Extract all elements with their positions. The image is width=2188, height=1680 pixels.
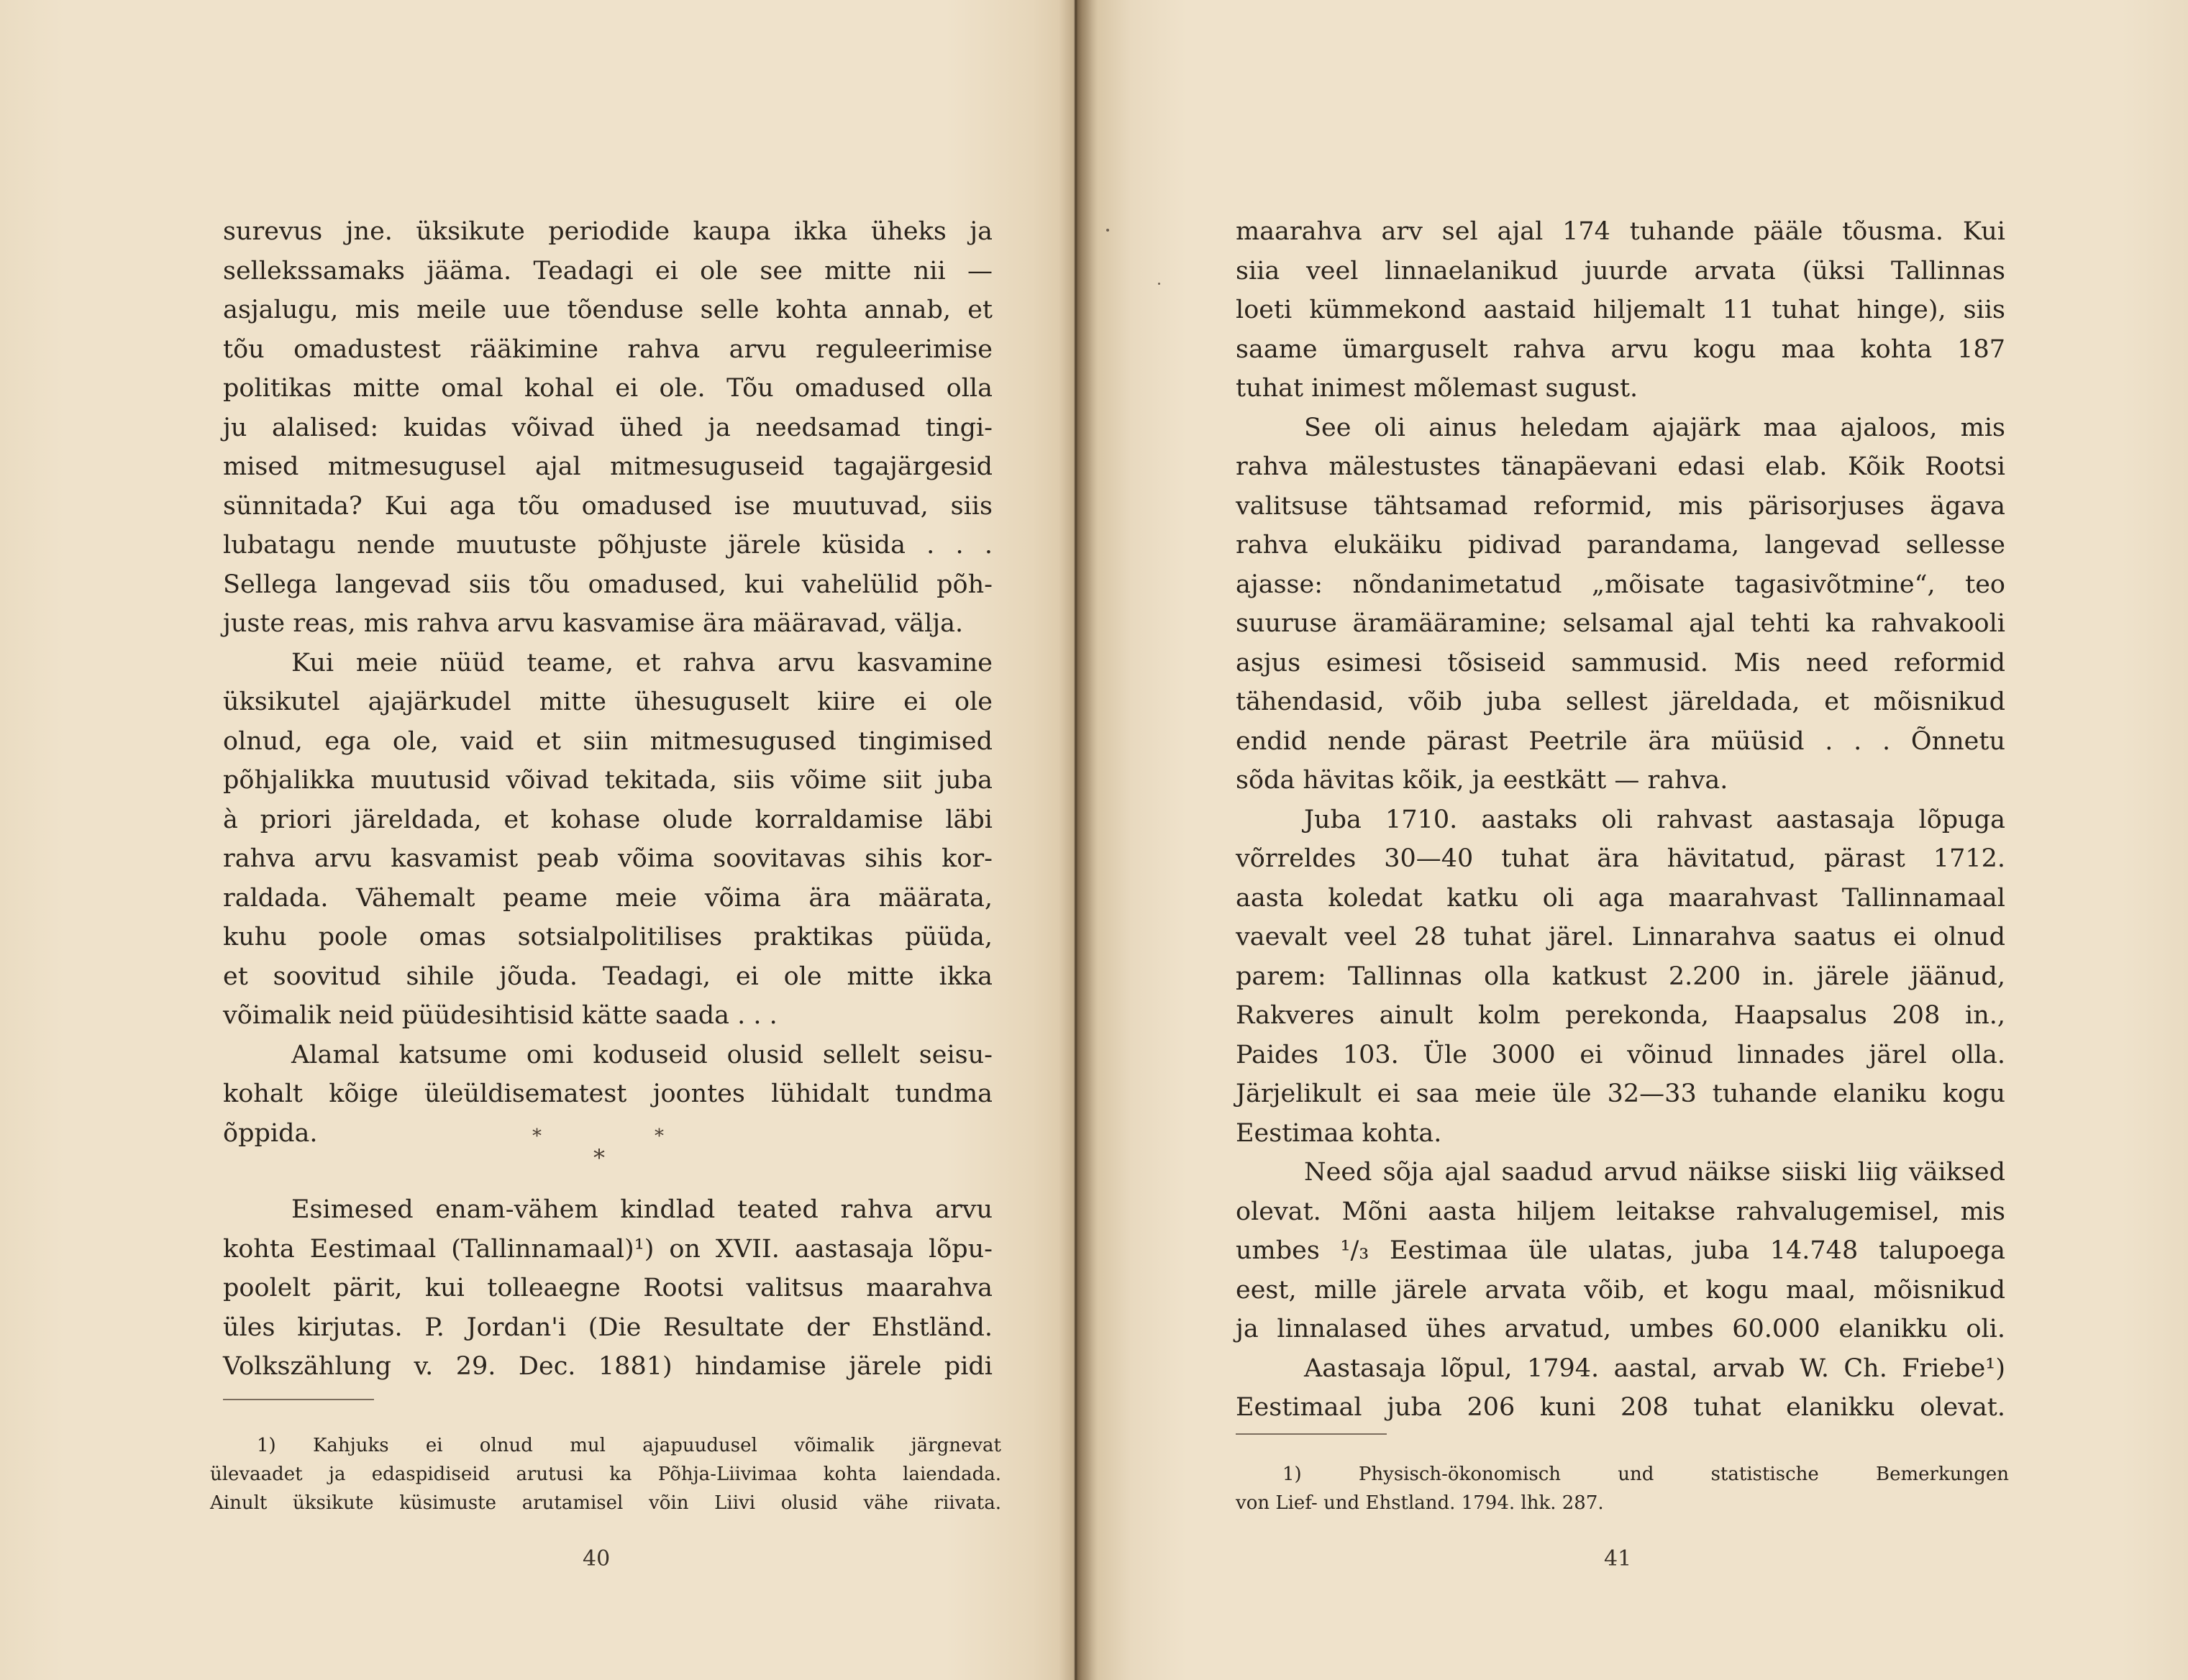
text-line: et soovitud sihile jõuda. Teadagi, ei ole mitte ikka: [223, 962, 993, 991]
text-line: Sellega langevad siis tõu omadused, kui vahelülid põh-: [223, 570, 993, 599]
text-line: siia veel linnaelanikud juurde arvata (üksi Tallinnas: [1236, 256, 2005, 286]
text-line: Juba 1710. aastaks oli rahvast aastasaja lõpuga: [1304, 805, 2005, 834]
text-line: vaevalt veel 28 tuhat järel. Linnarahva saatus ei olnud: [1236, 923, 2005, 951]
text-line: võrreldes 30—40 tuhat ära hävitatud, pärast 1712.: [1236, 844, 2005, 873]
text-line: loeti kümmekond aastaid hiljemalt 11 tuhat hinge), siis: [1236, 296, 2005, 324]
left-page: [0, 0, 1075, 1680]
text-line: aasta koledat katku oli aga maarahvast Tallinnamaal: [1236, 883, 2005, 913]
paper-speck: [1158, 283, 1160, 285]
footnote-line: ülevaadet ja edaspidiseid arutusi ka Põhja-Liivimaa kohta laiendada.: [210, 1464, 1001, 1485]
text-line: poolelt pärit, kui tolleaegne Rootsi valitsus maarahva: [223, 1274, 993, 1302]
asterism-divider: [518, 1126, 690, 1176]
text-line: Need sõja ajal saadud arvud näikse siiski liig väiksed: [1304, 1158, 2005, 1187]
text-line: Esimesed enam-vähem kindlad teated rahva arvu: [291, 1195, 993, 1224]
text-line: Paides 103. Üle 3000 ei võinud linnades järel olla.: [1236, 1040, 2005, 1069]
text-line: parem: Tallinnas olla katkust 2.200 in. järele jäänud,: [1236, 962, 2005, 991]
footnote-line: 1) Physisch-ökonomisch und statistische Bemerkungen: [1282, 1464, 2009, 1485]
text-line: juste reas, mis rahva arvu kasvamise ära määravad, välja.: [223, 609, 964, 638]
left-paragraph-4: [223, 1190, 993, 1387]
footnote-rule: [223, 1399, 374, 1400]
asterisk: *: [655, 1126, 664, 1147]
text-line: suuruse äramääramine; selsamal ajal tehti ka rahvakooli: [1236, 609, 2005, 638]
text-line: tuhat inimest mõlemast sugust.: [1236, 374, 1638, 403]
text-line: põhjalikka muutusid võivad tekitada, siis võime siit juba: [223, 766, 993, 795]
asterisk: *: [532, 1126, 542, 1147]
text-line: Aastasaja lõpul, 1794. aastal, arvab W. Ch. Friebe¹): [1304, 1353, 2005, 1383]
text-line: Eestimaa kohta.: [1236, 1118, 1442, 1148]
footnote-rule: [1236, 1433, 1387, 1435]
text-line: lubatagu nende muutuste põhjuste järele küsida . . .: [223, 531, 993, 560]
text-line: à priori järeldada, et kohase olude korraldamise läbi: [223, 805, 993, 834]
text-line: sõda hävitas kõik, ja eestkätt — rahva.: [1236, 766, 1728, 795]
text-line: saame ümarguselt rahva arvu kogu maa kohta 187: [1236, 334, 2005, 364]
text-line: eest, mille järele arvata võib, et kogu maal, mõisnikud: [1236, 1275, 2005, 1305]
page-number-left: 40: [583, 1546, 611, 1571]
right-footnote: [1236, 1460, 2009, 1517]
text-line: rahva arvu kasvamist peab võima soovitavas sihis kor-: [223, 844, 993, 873]
text-line: endid nende pärast Peetrile ära müüsid . . . Õnnetu: [1236, 726, 2005, 756]
text-line: üles kirjutas. P. Jordan'i (Die Resultate der Ehstländ.: [223, 1312, 993, 1342]
text-line: olnud, ega ole, vaid et siin mitmesugused tingimised: [223, 726, 993, 756]
text-line: ja linnalased ühes arvatud, umbes 60.000 elanikku oli.: [1236, 1315, 2005, 1343]
text-line: Volkszählung v. 29. Dec. 1881) hindamise järele pidi: [223, 1352, 993, 1381]
footnote-line: Ainult üksikute küsimuste arutamisel võin Liivi olusid vähe riivata.: [210, 1492, 1001, 1514]
text-line: mised mitmesugusel ajal mitmesuguseid tagajärgesid: [223, 452, 993, 481]
text-line: tõu omadustest rääkimine rahva arvu reguleerimise: [223, 334, 993, 364]
text-line: rahva mälestustes tänapäevani edasi elab. Kõik Rootsi: [1236, 452, 2005, 481]
text-line: rahva elukäiku pidivad parandama, langevad sellesse: [1236, 531, 2005, 560]
right-paragraphs: [1236, 212, 2005, 1428]
book-gutter: [1059, 0, 1092, 1680]
page-number-right: 41: [1604, 1546, 1632, 1571]
text-line: Kui meie nüüd teame, et rahva arvu kasvamine: [291, 648, 993, 677]
text-line: kohta Eestimaal (Tallinnamaal)¹) on XVII. aastasaja lõpu-: [223, 1234, 993, 1264]
left-footnote: [210, 1431, 1001, 1517]
text-line: asjus esimesi tõsiseid sammusid. Mis need reformid: [1236, 648, 2005, 677]
text-line: Järjelikult ei saa meie üle 32—33 tuhande elaniku kogu: [1236, 1079, 2005, 1108]
text-line: kuhu poole omas sotsialpolitilises praktikas püüda,: [223, 923, 993, 951]
text-line: olevat. Mõni aasta hiljem leitakse rahvalugemisel, mis: [1236, 1197, 2005, 1226]
text-line: sellekssamaks jääma. Teadagi ei ole see mitte nii —: [223, 256, 993, 286]
text-line: ajasse: nõndanimetatud „mõisate tagasivõtmine“, teo: [1236, 570, 2005, 599]
footnote-line: 1) Kahjuks ei olnud mul ajapuudusel võimalik järgnevat: [257, 1435, 1001, 1456]
text-line: võimalik neid püüdesihtisid kätte saada . . .: [223, 1001, 778, 1030]
text-line: surevus jne. üksikute periodide kaupa ikka üheks ja: [223, 217, 993, 246]
text-line: politikas mitte omal kohal ei ole. Tõu omadused olla: [223, 374, 993, 403]
text-line: sünnitada? Kui aga tõu omadused ise muutuvad, siis: [223, 491, 993, 521]
text-line: umbes ¹/₃ Eestimaa üle ulatas, juba 14.748 talupoega: [1236, 1236, 2005, 1265]
left-paragraphs-1-3: [223, 212, 993, 1153]
text-line: tähendasid, võib juba sellest järeldada, et mõisnikud: [1236, 688, 2005, 716]
text-line: See oli ainus heledam ajajärk maa ajaloos, mis: [1304, 413, 2005, 442]
text-line: kohalt kõige üleüldisematest joontes lühidalt tundma: [223, 1079, 993, 1108]
text-line: Rakveres ainult kolm perekonda, Haapsalus 208 in.,: [1236, 1001, 2005, 1030]
text-line: õppida.: [223, 1118, 318, 1148]
text-line: Alamal katsume omi koduseid olusid sellelt seisu-: [291, 1040, 993, 1069]
text-line: valitsuse tähtsamad reformid, mis pärisorjuses ägava: [1236, 491, 2005, 521]
text-line: ju alalised: kuidas võivad ühed ja needsamad tingi-: [223, 413, 993, 442]
text-line: raldada. Vähemalt peame meie võima ära määrata,: [223, 883, 993, 913]
text-line: üksikutel ajajärkudel mitte ühesuguselt kiire ei ole: [223, 688, 993, 716]
text-line: maarahva arv sel ajal 174 tuhande pääle tõusma. Kui: [1236, 217, 2005, 246]
text-line: asjalugu, mis meile uue tõenduse selle kohta annab, et: [223, 296, 993, 324]
text-line: Eestimaal juba 206 kuni 208 tuhat elanikku olevat.: [1236, 1393, 2005, 1422]
footnote-line: von Lief- und Ehstland. 1794. lhk. 287.: [1236, 1492, 1604, 1514]
paper-speck: [1106, 229, 1109, 232]
asterisk: *: [593, 1144, 605, 1172]
